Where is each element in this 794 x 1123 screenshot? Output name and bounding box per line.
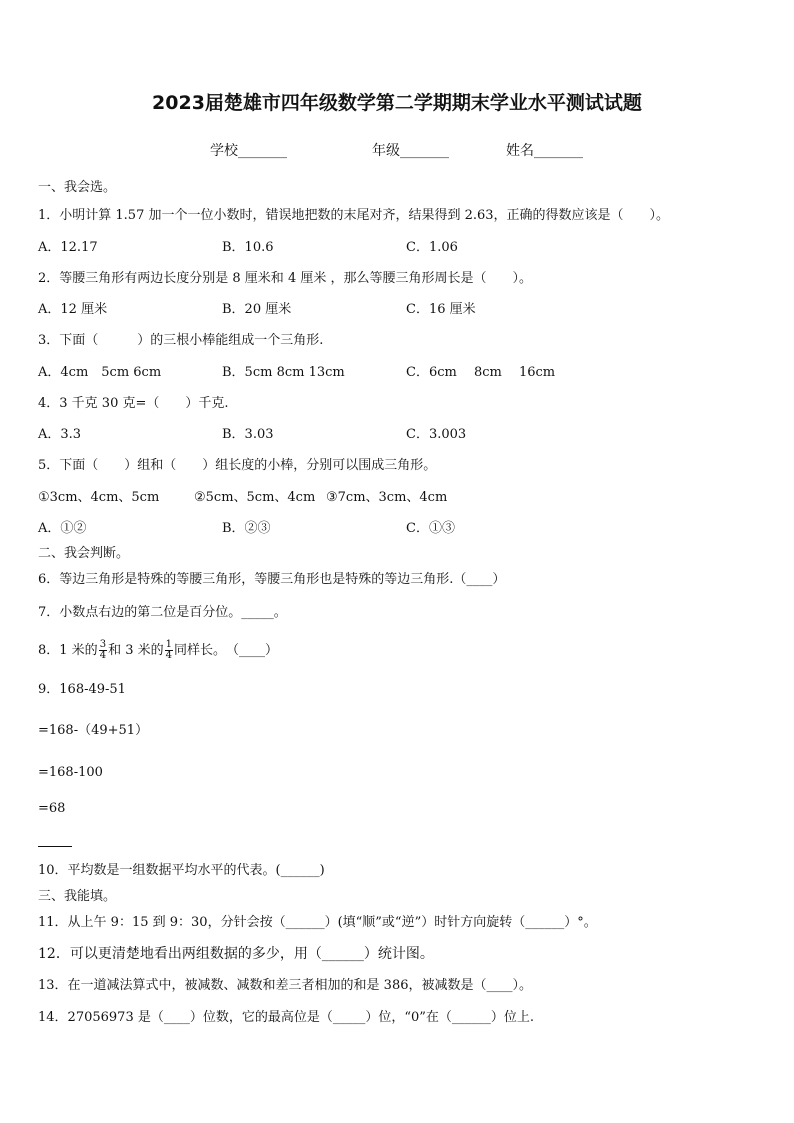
q5-group-2: ②5cm、5cm、4cm <box>194 490 316 505</box>
q5-group-3: ③7cm、3cm、4cm <box>326 490 448 505</box>
q3-option-a: A．4cm 5cm 6cm <box>38 365 162 380</box>
q5-option-c: C．①③ <box>406 521 455 536</box>
grade-field: 年级_______ <box>372 143 449 159</box>
q4-option-c: C．3.003 <box>406 427 467 442</box>
question-9-line-3: =168-100 <box>38 765 103 780</box>
question-13: 13．在一道减法算式中，被减数、减数和差三者相加的和是 386，被减数是（____）。 <box>38 978 532 993</box>
question-8 <box>38 640 278 661</box>
q3-option-b: B．5cm 8cm 13cm <box>222 365 345 380</box>
q1-option-a: A．12.17 <box>38 240 98 255</box>
question-9-line-4: =68 <box>38 801 66 816</box>
question-5: 5．下面（ ）组和（ ）组长度的小棒，分别可以围成三角形。 <box>38 458 437 473</box>
question-12: 12．可以更清楚地看出两组数据的多少，用（______）统计图。 <box>38 946 434 962</box>
q8-middle: 和 3 米的 <box>108 643 164 658</box>
question-9-line-2: =168-（49+51） <box>38 723 149 738</box>
question-3: 3．下面（ ）的三根小棒能组成一个三角形. <box>38 333 324 348</box>
q8-fraction-2: $\frac{1}{4}$ <box>165 639 172 661</box>
q3-option-c: C．6cm 8cm 16cm <box>406 365 556 380</box>
q5-group-1: ①3cm、4cm、5cm <box>38 490 160 505</box>
question-7: 7．小数点右边的第二位是百分位。_____。 <box>38 605 287 620</box>
section-heading-fill: 三、我能填。 <box>38 889 117 904</box>
q8-fraction-1: $\frac{3}{4}$ <box>99 639 107 661</box>
q5-option-b: B．②③ <box>222 521 271 536</box>
section-heading-choose: 一、我会选。 <box>38 180 117 195</box>
name-field: 姓名_______ <box>506 143 583 159</box>
q2-option-c: C．16 厘米 <box>406 302 476 317</box>
q4-option-a: A．3.3 <box>38 427 82 442</box>
question-6: 6．等边三角形是特殊的等腰三角形，等腰三角形也是特殊的等边三角形.（____） <box>38 572 506 587</box>
section-heading-judge: 二、我会判断。 <box>38 546 130 561</box>
q9-answer-blank <box>38 846 72 847</box>
q4-option-b: B．3.03 <box>222 427 274 442</box>
q1-option-c: C．1.06 <box>406 240 458 255</box>
question-1: 1．小明计算 1.57 加一个一位小数时，错误地把数的末尾对齐，结果得到 2.63，正确的得数应该是（ ）。 <box>38 208 670 223</box>
q2-option-b: B．20 厘米 <box>222 302 292 317</box>
question-9-line-1: 9．168-49-51 <box>38 682 126 697</box>
q8-prefix: 8．1 米的 <box>38 643 98 658</box>
q2-option-a: A．12 厘米 <box>38 302 108 317</box>
question-11: 11．从上午 9：15 到 9：30，分针会按（______）(填“顺”或“逆”）时针方向旋转（______）°。 <box>38 915 597 930</box>
school-field: 学校_______ <box>210 143 287 159</box>
question-2: 2．等腰三角形有两边长度分别是 8 厘米和 4 厘米 ，那么等腰三角形周长是（ ）。 <box>38 271 532 286</box>
q8-suffix: 同样长。 （____） <box>173 643 278 658</box>
question-4: 4．3 千克 30 克=（ ）千克. <box>38 396 229 411</box>
question-10: 10．平均数是一组数据平均水平的代表。(______) <box>38 863 325 878</box>
question-14: 14．27056973 是（____）位数，它的最高位是（_____）位，“0”在（______）位上. <box>38 1010 535 1025</box>
page-title: 2023届楚雄市四年级数学第二学期期末学业水平测试试题 <box>152 92 642 114</box>
q5-option-a: A．①② <box>38 521 87 536</box>
q1-option-b: B．10.6 <box>222 240 274 255</box>
